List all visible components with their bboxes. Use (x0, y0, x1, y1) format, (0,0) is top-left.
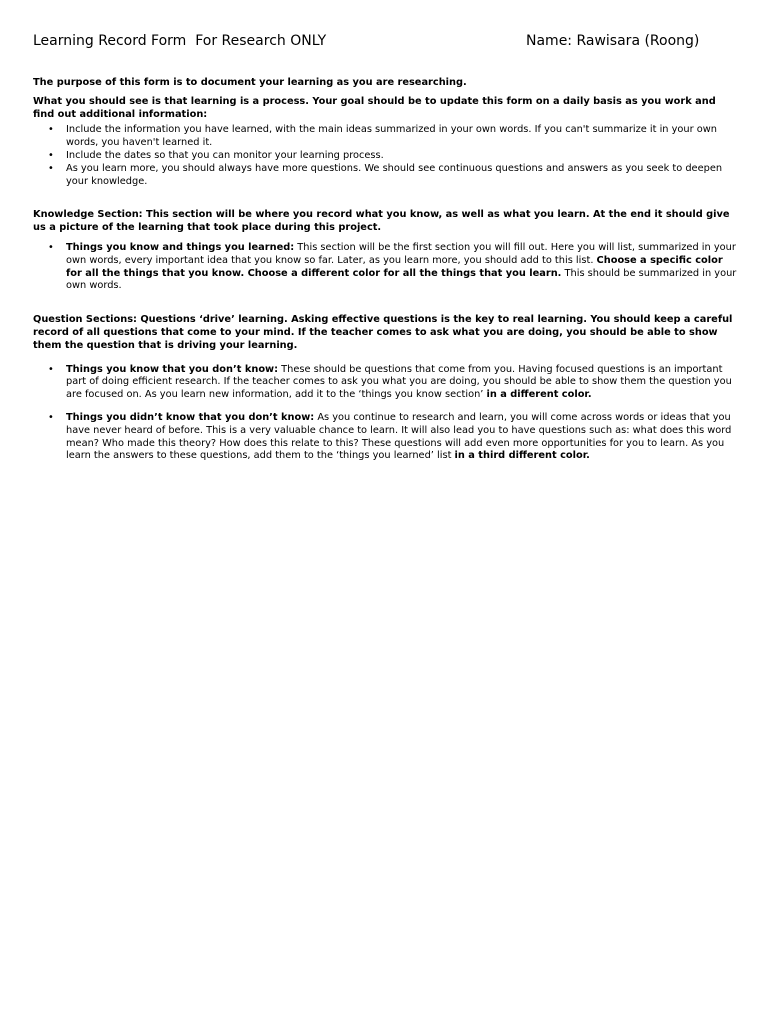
question-item-color-instruction: in a third different color. (454, 450, 590, 462)
question-list-item (33, 364, 739, 402)
process-statement: What you should see is that learning is a process. Your goal should be to update this form on a daily basis as you work and find out additional information: (33, 95, 716, 120)
question-item-color-instruction: in a different color. (486, 389, 592, 401)
list-item: • Include the information you have learned, with the main ideas summarized in your own words. If you can't summarize it in your own words, you haven't learned it. (33, 124, 739, 150)
knowledge-list-item (33, 242, 739, 293)
knowledge-item-text-end: This should be summarized in your own words. (66, 267, 737, 292)
question-item-text: These should be questions that come from you. Having focused questions is an important part of doing efficient research. If the teacher comes to ask you what you are doing, you should be able to show them the question you are focused on. As you learn new information, add it to the ‘things you know section’ (66, 363, 732, 401)
question-list (33, 364, 739, 464)
document-header (33, 31, 743, 53)
knowledge-item-label: Things you know and things you learned: (66, 241, 295, 253)
knowledge-section-heading: Knowledge Section: This section will be where you record what you know, as well as what you learn. At the end it should give us a picture of the learning that took place during this project. (33, 209, 730, 234)
knowledge-item-color-instruction: Choose a specific color for all the things that you know. Choose a different color for all the things that you learn. (66, 254, 723, 279)
list-item: • As you learn more, you should always have more questions. We should see continuous questions and answers as you seek to deepen your knowledge. (33, 163, 739, 189)
question-item-label: Things you didn’t know that you don’t know: (66, 411, 315, 423)
question-list-item (33, 412, 739, 463)
question-item-label: Things you know that you don’t know: (66, 363, 279, 375)
student-name: Name: Rawisara (Roong) (526, 33, 700, 49)
document-body (33, 77, 739, 463)
question-section-heading: Question Sections: Questions ‘drive’ learning. Asking effective questions is the key to real learning. You should keep a careful record of all questions that come to your mind. If the teacher comes to ask what you are doing, you should be able to show them the question that is driving your learning. (33, 314, 733, 351)
list-item: • Include the dates so that you can monitor your learning process. (33, 150, 739, 163)
knowledge-item-text: This section will be the first section you will fill out. Here you will list, summarized in your own words, every important idea that you know so far. Later, as you learn more, you should add to this list. (66, 241, 736, 266)
purpose-statement: The purpose of this form is to document your learning as you are researching. (33, 77, 467, 88)
instruction-list (33, 124, 739, 188)
knowledge-list (33, 242, 739, 293)
question-item-text: As you continue to research and learn, you will come across words or ideas that you have never heard of before. This is a very valuable chance to learn. It will also lead you to have questions such as: what does this word mean? Who made this theory? How does this relate to this? These questions will add even more opportunities for you to learn. As you learn the answers to these questions, add them to the ‘things you learned’ list (66, 411, 732, 462)
form-title: Learning Record Form For Research ONLY (33, 33, 327, 49)
